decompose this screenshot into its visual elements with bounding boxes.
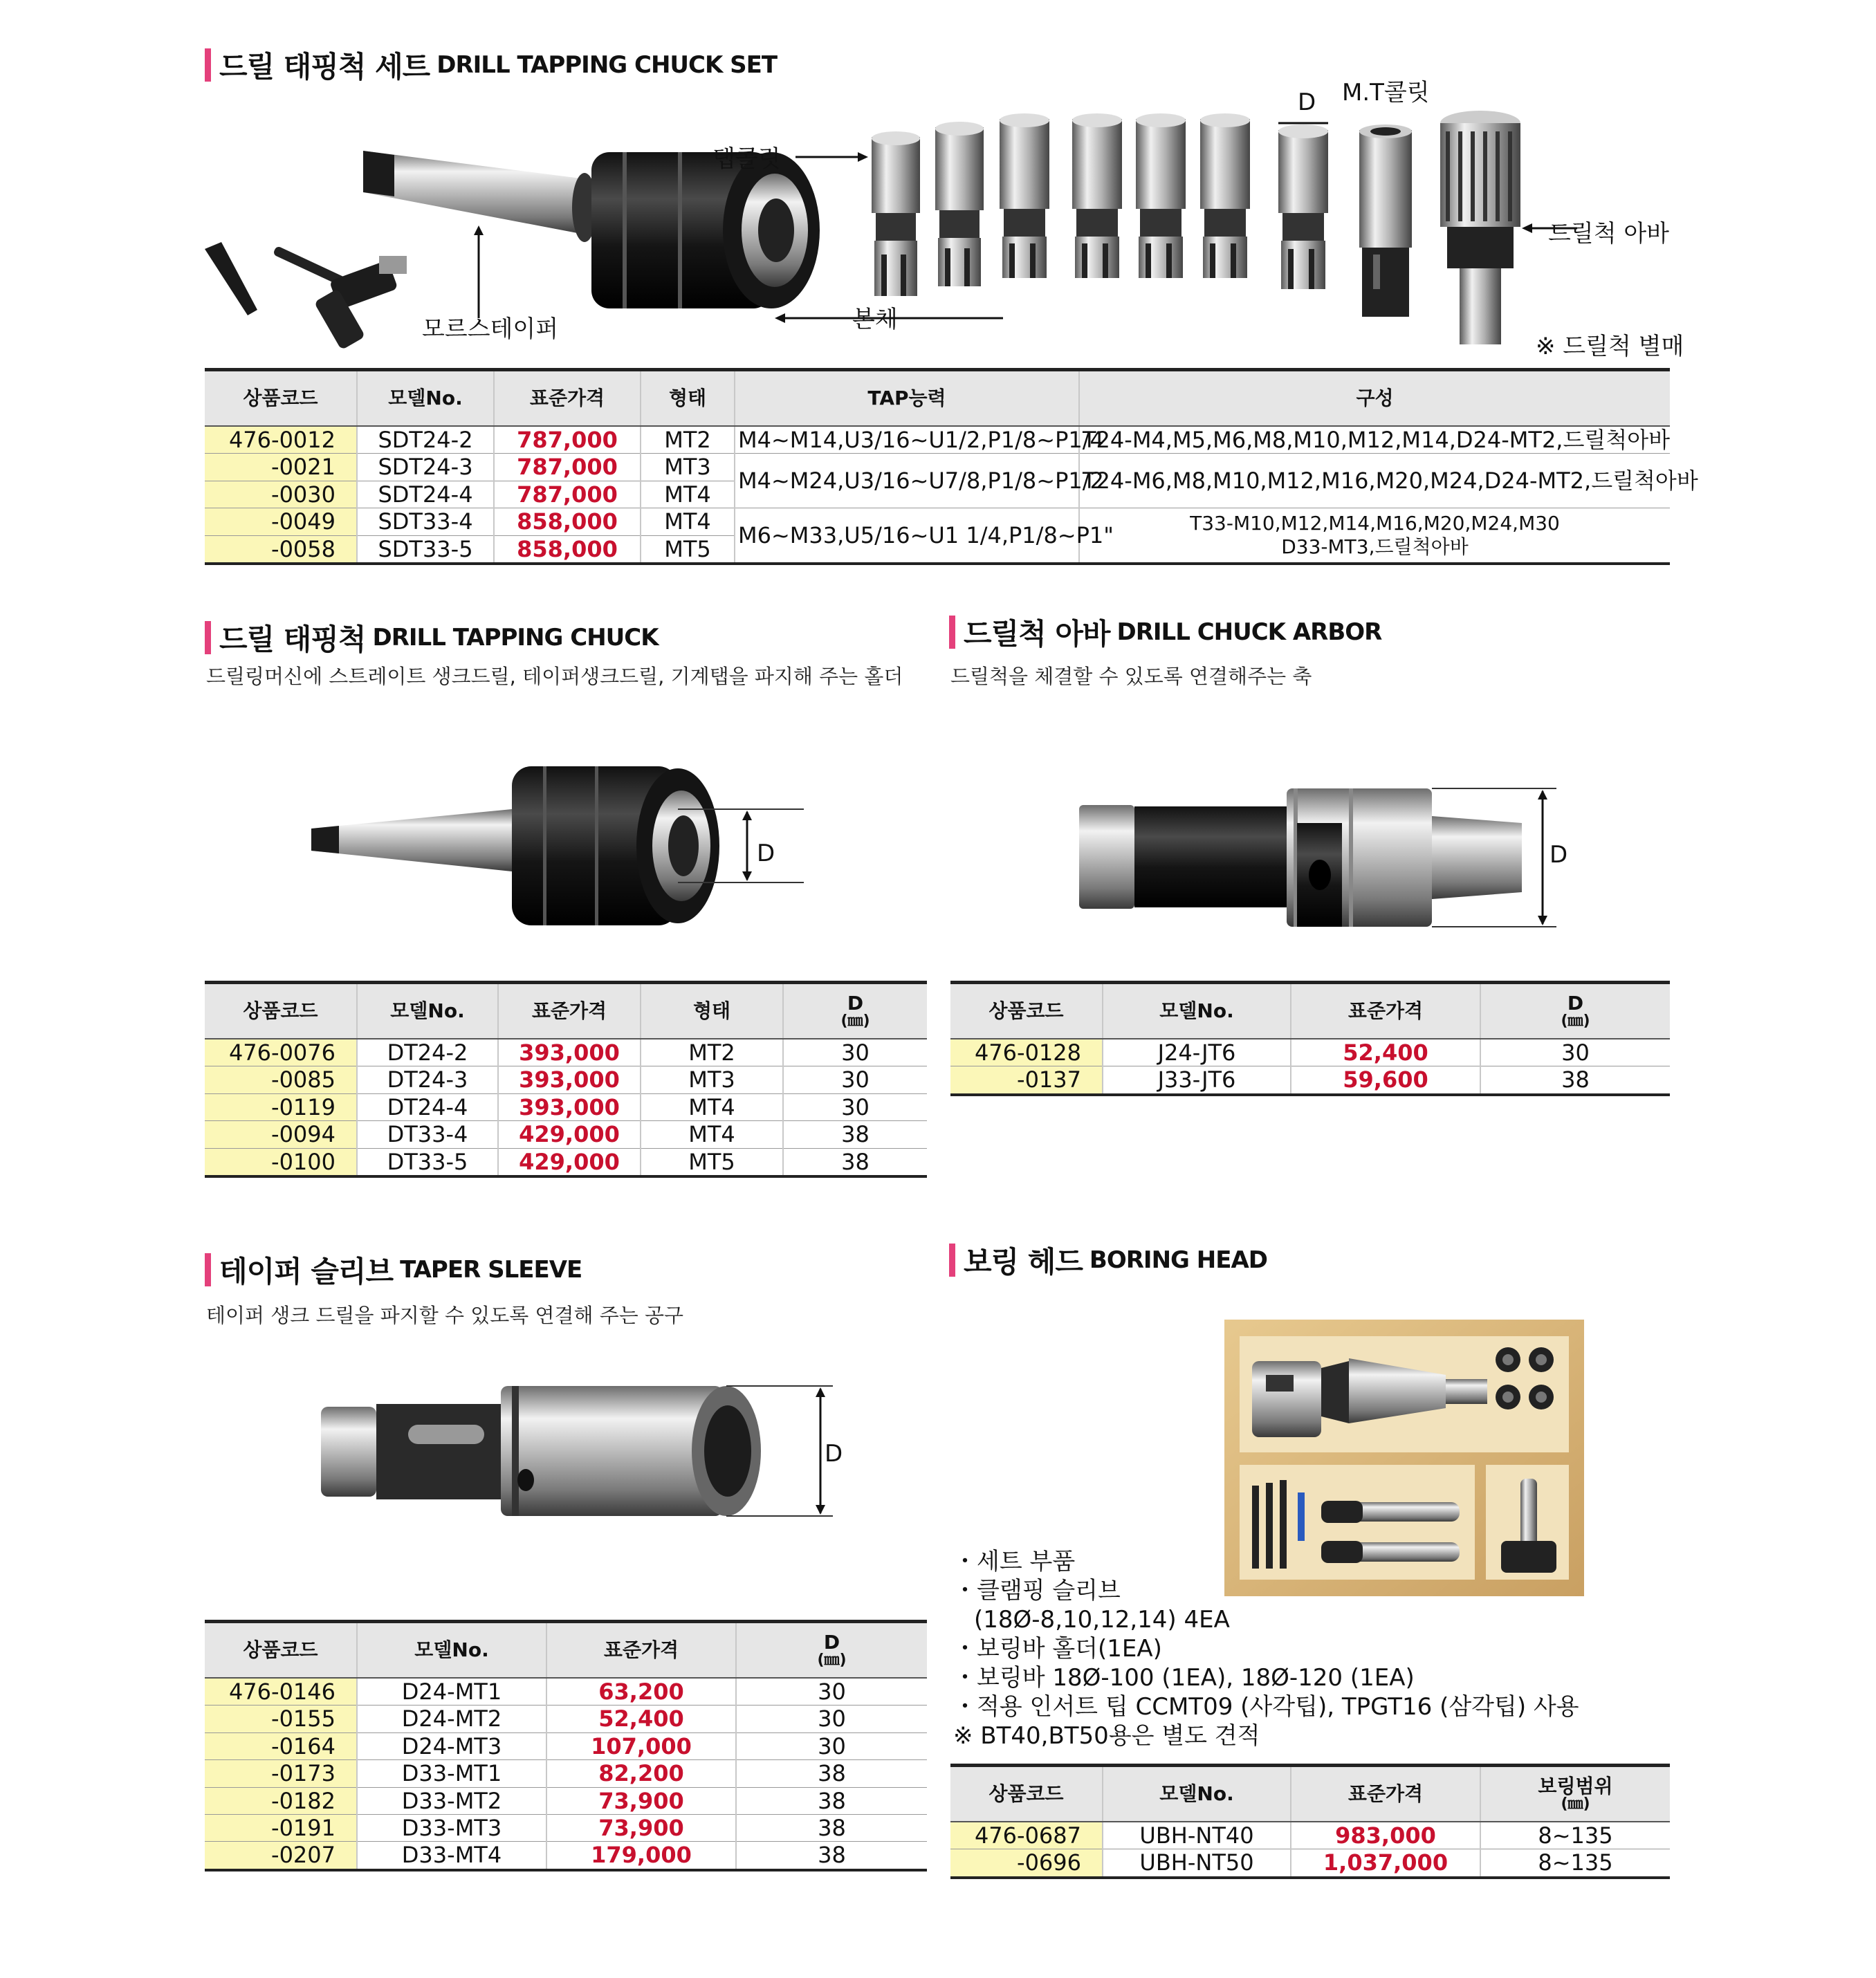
bullet-item: ・보링바 18Ø-100 (1EA), 18Ø-120 (1EA): [953, 1664, 1415, 1692]
d-value: 30: [783, 1039, 927, 1066]
d-value: 38: [783, 1121, 927, 1148]
model-no: DT24-4: [357, 1093, 498, 1120]
header-product-code: 상품코드: [205, 1622, 357, 1679]
header-model: 모델No.: [357, 370, 494, 427]
product-code: -0049: [205, 508, 357, 535]
configuration: [1079, 508, 1670, 564]
d-value: 30: [1480, 1039, 1670, 1066]
bullet-item: ・적용 인서트 팁 CCMT09 (사각팁), TPGT16 (삼각팁) 사용: [953, 1693, 1579, 1721]
type: MT4: [641, 481, 735, 508]
table-row: [205, 1066, 927, 1093]
chuck-title-ko: 드릴 태핑척: [219, 622, 366, 656]
type: MT2: [641, 426, 735, 454]
table-header-row: [205, 1622, 927, 1679]
boring-range: 8~135: [1480, 1822, 1670, 1849]
table-row: [205, 426, 1670, 454]
set-section-title: [205, 46, 777, 84]
model-no: D33-MT1: [357, 1760, 546, 1787]
d-dim-label: D: [1298, 89, 1316, 116]
header-d-unit: (㎜): [840, 1013, 870, 1030]
model-no: D24-MT1: [357, 1678, 546, 1706]
chuck-spec-table: [205, 981, 927, 1178]
product-code: 476-0128: [950, 1039, 1103, 1066]
product-code: -0094: [205, 1121, 357, 1148]
type: MT2: [641, 1039, 783, 1066]
table-row: [205, 1093, 927, 1120]
d-value: 30: [783, 1093, 927, 1120]
title-accent-bar: [205, 1253, 211, 1286]
price: 393,000: [498, 1039, 641, 1066]
header-d: [736, 1622, 927, 1679]
table-row: [205, 1148, 927, 1176]
d-value: 38: [736, 1842, 927, 1870]
table-row: [205, 1706, 927, 1732]
boring-title-ko: 보링 헤드: [964, 1245, 1083, 1279]
header-d-unit: (㎜): [817, 1652, 847, 1670]
model-no: DT24-3: [357, 1066, 498, 1093]
price: 983,000: [1291, 1822, 1480, 1849]
header-configuration: 구성: [1079, 370, 1670, 427]
taper-sleeve-image: [318, 1376, 844, 1528]
price: 787,000: [494, 454, 641, 481]
boring-spec-table: [950, 1764, 1670, 1879]
table-header-row: [950, 983, 1670, 1039]
header-range-unit: (㎜): [1561, 1795, 1590, 1813]
d-value: 38: [736, 1760, 927, 1787]
table-row: [950, 1039, 1670, 1066]
product-code: -0137: [950, 1066, 1103, 1095]
header-product-code: 상품코드: [205, 370, 357, 427]
header-price: 표준가격: [494, 370, 641, 427]
header-d-unit: (㎜): [1561, 1013, 1590, 1030]
table-row: [205, 454, 1670, 481]
table-row: [950, 1849, 1670, 1878]
header-boring-range: [1480, 1766, 1670, 1822]
product-code: -0182: [205, 1787, 357, 1814]
drill-chuck-image: [1440, 111, 1520, 344]
price: 393,000: [498, 1066, 641, 1093]
price: 107,000: [546, 1732, 736, 1759]
chuck-subtitle: 드릴링머신에 스트레이트 생크드릴, 테이퍼생크드릴, 기계탭을 파지해 주는 홀더: [206, 665, 903, 688]
model-no: D33-MT4: [357, 1842, 546, 1870]
chuck-key: [273, 246, 407, 350]
product-code: 476-0687: [950, 1822, 1103, 1849]
type: MT3: [641, 1066, 783, 1093]
boring-section-title: [949, 1241, 1267, 1279]
title-accent-bar: [205, 621, 211, 654]
arbor-section-title: [949, 613, 1381, 651]
mt-collet-label: M.T콜릿: [1342, 79, 1430, 107]
table-row: [205, 1814, 927, 1841]
configuration-line: T33-M10,M12,M14,M16,M20,M24,M30: [1190, 512, 1560, 535]
price: 858,000: [494, 508, 641, 535]
header-type: 형태: [641, 370, 735, 427]
arbor-title-ko: 드릴척 아바: [964, 617, 1110, 651]
title-accent-bar: [205, 48, 211, 82]
table-header-row: [950, 1766, 1670, 1822]
model-no: DT33-5: [357, 1148, 498, 1176]
tapping-chuck-image: [304, 754, 816, 941]
d-value: 30: [736, 1678, 927, 1706]
price: 179,000: [546, 1842, 736, 1870]
title-accent-bar: [949, 1244, 955, 1277]
model-no: SDT24-2: [357, 426, 494, 454]
product-code: 476-0146: [205, 1678, 357, 1706]
header-product-code: 상품코드: [205, 983, 357, 1039]
header-model: 모델No.: [1103, 983, 1291, 1039]
chuck-d-label: D: [757, 840, 775, 867]
product-code: -0119: [205, 1093, 357, 1120]
type: MT4: [641, 508, 735, 535]
header-price: 표준가격: [1291, 983, 1480, 1039]
header-model: 모델No.: [357, 1622, 546, 1679]
model-no: UBH-NT40: [1103, 1822, 1291, 1849]
sleeve-section-title: [205, 1250, 582, 1289]
chuck-sold-separately-note: ※ 드릴척 별매: [1536, 333, 1684, 360]
table-header-row: [205, 983, 927, 1039]
model-no: SDT24-3: [357, 454, 494, 481]
header-product-code: 상품코드: [950, 1766, 1103, 1822]
price: 858,000: [494, 535, 641, 564]
type: MT5: [641, 535, 735, 564]
tap-collets: [872, 113, 1328, 296]
set-title-ko: 드릴 태핑척 세트: [219, 50, 430, 84]
model-no: J24-JT6: [1103, 1039, 1291, 1066]
product-code: 476-0012: [205, 426, 357, 454]
arbor-spec-table: [950, 981, 1670, 1096]
tapping-chuck-body-image: [363, 151, 820, 308]
model-no: D24-MT2: [357, 1706, 546, 1732]
sleeve-d-label: D: [825, 1440, 843, 1468]
header-d-label: D: [1567, 991, 1584, 1015]
table-row: [950, 1822, 1670, 1849]
model-no: SDT33-4: [357, 508, 494, 535]
product-code: -0155: [205, 1706, 357, 1732]
tap-capacity: M6~M33,U5/16~U1 1/4,P1/8~P1": [735, 508, 1079, 564]
model-no: D24-MT3: [357, 1732, 546, 1759]
body-label: 본체: [852, 306, 898, 333]
type: MT4: [641, 1121, 783, 1148]
bullet-item: ・클램핑 슬리브: [953, 1577, 1121, 1605]
product-code: -0207: [205, 1842, 357, 1870]
header-tap-capacity: TAP능력: [735, 370, 1079, 427]
configuration-line: D33-MT3,드릴척아바: [1281, 535, 1469, 559]
morse-taper-label: 모르스테이퍼: [422, 315, 559, 343]
hex-key: [205, 242, 257, 315]
product-code: -0085: [205, 1066, 357, 1093]
type: MT5: [641, 1148, 783, 1176]
price: 52,400: [1291, 1039, 1480, 1066]
price: 73,900: [546, 1814, 736, 1841]
price: 393,000: [498, 1093, 641, 1120]
boring-set-contents: [953, 1547, 1579, 1750]
product-code: -0021: [205, 454, 357, 481]
tap-collet-label: 탭콜릿: [712, 145, 781, 173]
product-code: -0100: [205, 1148, 357, 1176]
d-value: 30: [736, 1732, 927, 1759]
price: 1,037,000: [1291, 1849, 1480, 1878]
table-row: [205, 1787, 927, 1814]
header-type: 형태: [641, 983, 783, 1039]
header-d-label: D: [847, 991, 864, 1015]
price: 787,000: [494, 426, 641, 454]
price: 429,000: [498, 1148, 641, 1176]
title-accent-bar: [949, 616, 955, 649]
product-code: -0191: [205, 1814, 357, 1841]
table-row: [205, 1121, 927, 1148]
d-value: 38: [736, 1787, 927, 1814]
arbor-d-label: D: [1549, 841, 1568, 869]
header-d: [783, 983, 927, 1039]
product-code: 476-0076: [205, 1039, 357, 1066]
product-code: -0164: [205, 1732, 357, 1759]
chuck-section-title: [205, 618, 659, 657]
price: 63,200: [546, 1678, 736, 1706]
table-row: [205, 1039, 927, 1066]
header-model: 모델No.: [1103, 1766, 1291, 1822]
price: 52,400: [546, 1706, 736, 1732]
arbor-title-en: DRILL CHUCK ARBOR: [1116, 618, 1382, 646]
type: MT4: [641, 1093, 783, 1120]
d-value: 38: [736, 1814, 927, 1841]
d-value: 30: [783, 1066, 927, 1093]
model-no: D33-MT3: [357, 1814, 546, 1841]
drill-chuck-arbor-label: 드릴척 아바: [1548, 220, 1670, 248]
price: 82,200: [546, 1760, 736, 1787]
model-no: SDT24-4: [357, 481, 494, 508]
arbor-subtitle: 드릴척을 체결할 수 있도록 연결해주는 축: [950, 665, 1312, 688]
header-product-code: 상품코드: [950, 983, 1103, 1039]
configuration: T24-M6,M8,M10,M12,M16,M20,M24,D24-MT2,드릴척아바: [1079, 454, 1670, 508]
price: 787,000: [494, 481, 641, 508]
header-model: 모델No.: [357, 983, 498, 1039]
header-d: [1480, 983, 1670, 1039]
configuration: T24-M4,M5,M6,M8,M10,M12,M14,D24-MT2,드릴척아바: [1079, 426, 1670, 454]
model-no: UBH-NT50: [1103, 1849, 1291, 1878]
header-range-label: 보링범위: [1538, 1774, 1613, 1797]
boring-title-en: BORING HEAD: [1089, 1246, 1267, 1274]
product-code: -0030: [205, 481, 357, 508]
d-value: 38: [783, 1148, 927, 1176]
set-title-en: DRILL TAPPING CHUCK SET: [436, 51, 778, 79]
header-price: 표준가격: [1291, 1766, 1480, 1822]
product-code: -0173: [205, 1760, 357, 1787]
mt-collet: [1359, 124, 1412, 317]
sleeve-spec-table: [205, 1620, 927, 1871]
type: MT3: [641, 454, 735, 481]
bullet-item: (18Ø-8,10,12,14) 4EA: [974, 1606, 1230, 1634]
table-row: [205, 1678, 927, 1706]
table-row: [950, 1066, 1670, 1095]
model-no: DT33-4: [357, 1121, 498, 1148]
chuck-set-illustration: [194, 111, 1688, 360]
sleeve-title-ko: 테이퍼 슬리브: [219, 1255, 394, 1288]
drill-chuck-arbor-image: [1072, 782, 1570, 934]
product-code: -0696: [950, 1849, 1103, 1878]
table-header-row: [205, 370, 1670, 427]
set-spec-table: [205, 368, 1698, 565]
price: 73,900: [546, 1787, 736, 1814]
product-code: -0058: [205, 535, 357, 564]
model-no: DT24-2: [357, 1039, 498, 1066]
sleeve-title-en: TAPER SLEEVE: [400, 1256, 582, 1284]
header-price: 표준가격: [546, 1622, 736, 1679]
bullet-item: ※ BT40,BT50용은 별도 견적: [953, 1722, 1260, 1750]
tap-capacity: M4~M24,U3/16~U7/8,P1/8~P1/2: [735, 454, 1079, 508]
table-row: [205, 1760, 927, 1787]
sleeve-subtitle: 테이퍼 생크 드릴을 파지할 수 있도록 연결해 주는 공구: [206, 1304, 684, 1327]
chuck-title-en: DRILL TAPPING CHUCK: [372, 624, 659, 651]
table-row: [205, 1842, 927, 1870]
d-value: 38: [1480, 1066, 1670, 1095]
header-price: 표준가격: [498, 983, 641, 1039]
model-no: SDT33-5: [357, 535, 494, 564]
price: 429,000: [498, 1121, 641, 1148]
bullet-item: ・보링바 홀더(1EA): [953, 1635, 1162, 1663]
tap-capacity: M4~M14,U3/16~U1/2,P1/8~P1/4: [735, 426, 1079, 454]
d-value: 30: [736, 1706, 927, 1732]
bullet-item: ・세트 부품: [953, 1548, 1076, 1575]
model-no: J33-JT6: [1103, 1066, 1291, 1095]
boring-range: 8~135: [1480, 1849, 1670, 1878]
model-no: D33-MT2: [357, 1787, 546, 1814]
table-row: [205, 508, 1670, 535]
table-row: [205, 1732, 927, 1759]
header-d-label: D: [823, 1630, 840, 1654]
price: 59,600: [1291, 1066, 1480, 1095]
